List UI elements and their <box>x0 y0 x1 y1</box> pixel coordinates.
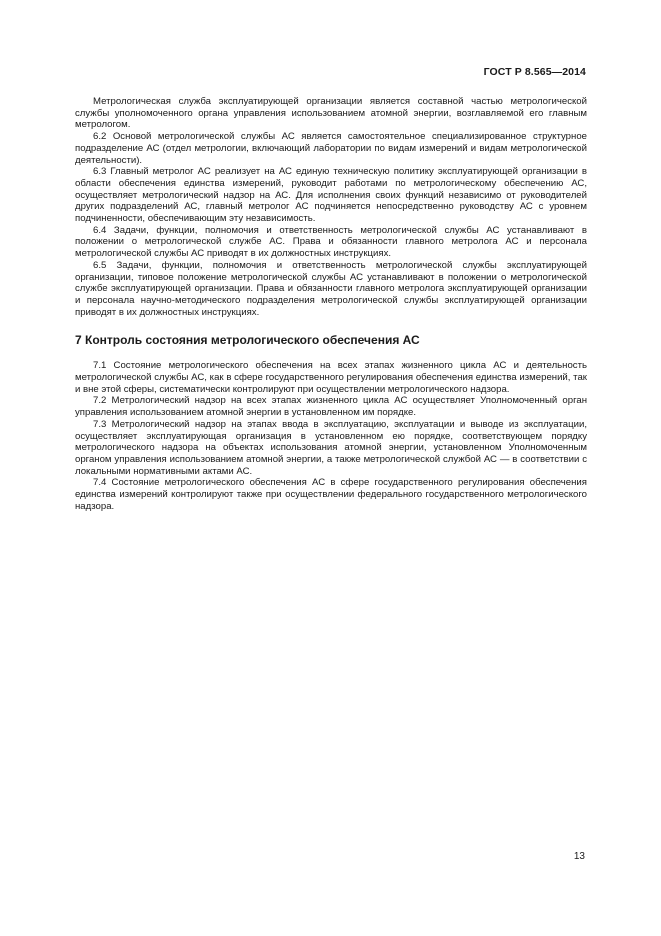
paragraph-7-4: 7.4 Состояние метрологического обеспечения АС в сфере государственного регулирования обеспечения единства измерений контролируют также при осуществлении федерального государственного метрологического надзора. <box>75 477 587 512</box>
section-heading-7: 7 Контроль состояния метрологического обеспечения АС <box>75 333 420 348</box>
page-number: 13 <box>573 851 585 862</box>
paragraph-7-3: 7.3 Метрологический надзор на этапах ввода в эксплуатацию, эксплуатации и выводе из эксплуатации, осуществляет эксплуатирующая организация в установленном ею порядке, соответствующем порядку метрологического надзора на объектах использования атомной энергии, установленном Уполномоченным органом управления использованием атомной энергии, а также метрологической службой АС — в соответствии с локальными нормативными актами АС. <box>75 418 587 477</box>
paragraph-7-1: 7.1 Состояние метрологического обеспечения на всех этапах жизненного цикла АС и деятельность метрологической службы АС, как в сфере государственного регулирования обеспечения единства измерений, так и вне этой сферы, систематически контролируют при осуществлении метрологического надзора. <box>75 360 587 395</box>
paragraph-6-5: 6.5 Задачи, функции, полномочия и ответственность метрологической службы эксплуатирующей организации, типовое положение метрологической службы АС устанавливают в положении о метрологической службе эксплуатирующей организации. Права и обязанности главного метролога эксплуатирующей организации и персонала научно-методического подразделения метрологической службы эксплуатирующей организации приводят в их должностных инструкциях. <box>75 259 587 318</box>
paragraph-6-4: 6.4 Задачи, функции, полномочия и ответственность метрологической службы АС устанавливают в положении о метрологической службе АС. Права и обязанности главного метролога АС и персонала метрологической службы АС приводят в их должностных инструкциях. <box>75 224 587 260</box>
paragraph-6-3: 6.3 Главный метролог АС реализует на АС единую техническую политику эксплуатирующей организации в области обеспечения единства измерений, руководит работами по метрологическому обеспечению АС, осуществляет метрологический надзор на АС. Для исполнения своих функций независимо от руководителей других подразделений АС, главный метролог АС подчиняется непосредственно руководству АС с уровнем подчиненности, обеспечивающим эту независимость. <box>75 166 587 225</box>
paragraph-6-1: Метрологическая служба эксплуатирующей организации является составной частью метрологической службы уполномоченного органа управления использованием атомной энергии, возглавляемой его главным метрологом. <box>75 96 587 131</box>
paragraph-7-2: 7.2 Метрологический надзор на всех этапах жизненного цикла АС осуществляет Уполномоченный орган управления использованием атомной энергии в установленном им порядке. <box>75 395 587 419</box>
paragraph-6-2: 6.2 Основой метрологической службы АС является самостоятельное специализированное структурное подразделение АС (отдел метрологии, включающий лаборатории по видам измерений и видам метрологической деятельности). <box>75 131 587 166</box>
document-code: ГОСТ Р 8.565—2014 <box>483 66 586 78</box>
page-content <box>75 96 587 513</box>
